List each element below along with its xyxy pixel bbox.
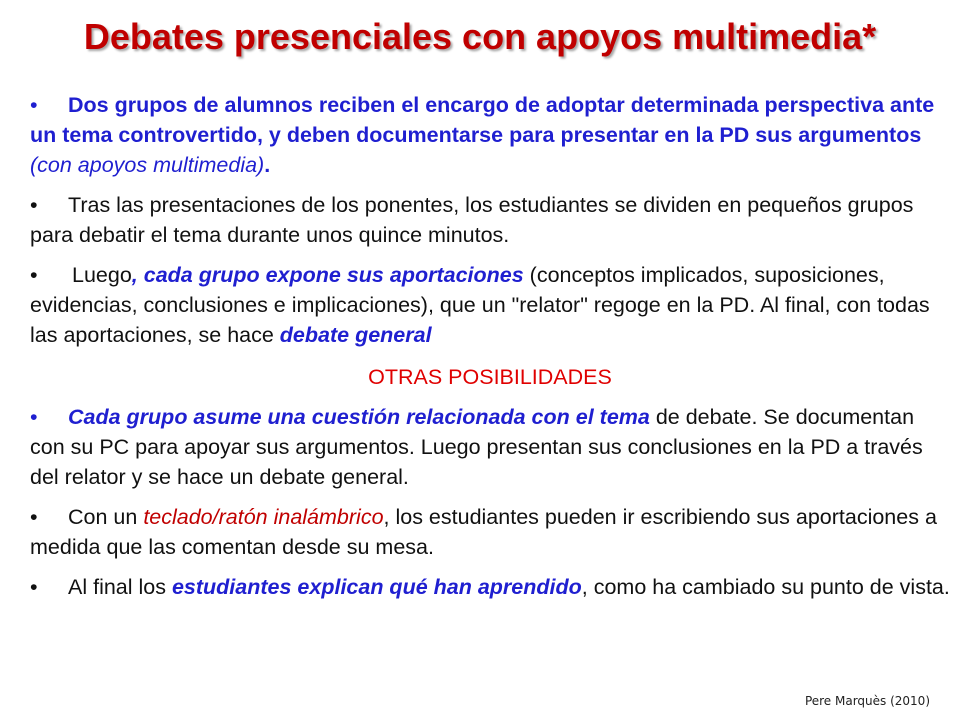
bullet-paragraph-4 [30, 402, 950, 492]
bullet-paragraph-6 [30, 572, 950, 602]
bullet-marker: • [30, 193, 38, 217]
bullet-marker: • [30, 505, 38, 529]
p3-text-b: , cada grupo expone sus aportaciones [131, 263, 524, 287]
p4-text-b: de debate. Se documentan con su PC para apoyar sus argumentos. Luego presentan sus conclusiones en la PD a través del relator y se hace un debate general. [30, 405, 923, 489]
p2-text: Tras las presentaciones de los ponentes, los estudiantes se dividen en pequeños grupos para debatir el tema durante unos quince minutos. [30, 193, 914, 247]
p4-text-a: Cada grupo asume una cuestión relacionada con el tema [68, 405, 650, 429]
p3-text-c: (conceptos implicados, suposiciones, evidencias, conclusiones e implicaciones), que un "relator" regoge en la PD. Al final, con todas las aportaciones, se hace [30, 263, 930, 347]
bullet-marker: • [30, 93, 38, 117]
p3-text-d: debate general [279, 323, 432, 347]
bullet-marker: • [30, 405, 38, 429]
p6-text-c: , como ha cambiado su punto de vista. [581, 575, 950, 599]
p1-bold-text: Dos grupos de alumnos reciben el encargo de adoptar determinada perspectiva ante un tema controvertido, y deben documentarse para presentar en la PD sus argumentos [30, 93, 935, 147]
p1-italic-text: (con apoyos multimedia) [30, 153, 265, 177]
p5-text-b: teclado/ratón inalámbrico [143, 505, 384, 529]
bullet-paragraph-5 [30, 502, 950, 562]
bullet-paragraph-3 [30, 260, 950, 350]
p5-text-a: Con un [68, 505, 144, 529]
bullet-marker: • [30, 263, 38, 287]
p6-text-b: estudiantes explican qué han aprendido [171, 575, 582, 599]
p6-text-a: Al final los [68, 575, 172, 599]
slide-title: Debates presenciales con apoyos multimedia* [83, 16, 877, 57]
p5-text-c: , los estudiantes pueden ir escribiendo sus aportaciones a medida que las comentan desde su mesa. [30, 505, 937, 559]
author-credit: Pere Marquès (2010) [804, 694, 930, 708]
bullet-marker: • [30, 575, 38, 599]
bullet-paragraph-1 [30, 90, 950, 180]
slide-body [30, 90, 950, 612]
bullet-paragraph-2 [30, 190, 950, 250]
p1-end: . [264, 153, 271, 177]
p3-text-a: Luego [72, 263, 132, 287]
section-heading: OTRAS POSIBILIDADES [368, 365, 612, 389]
